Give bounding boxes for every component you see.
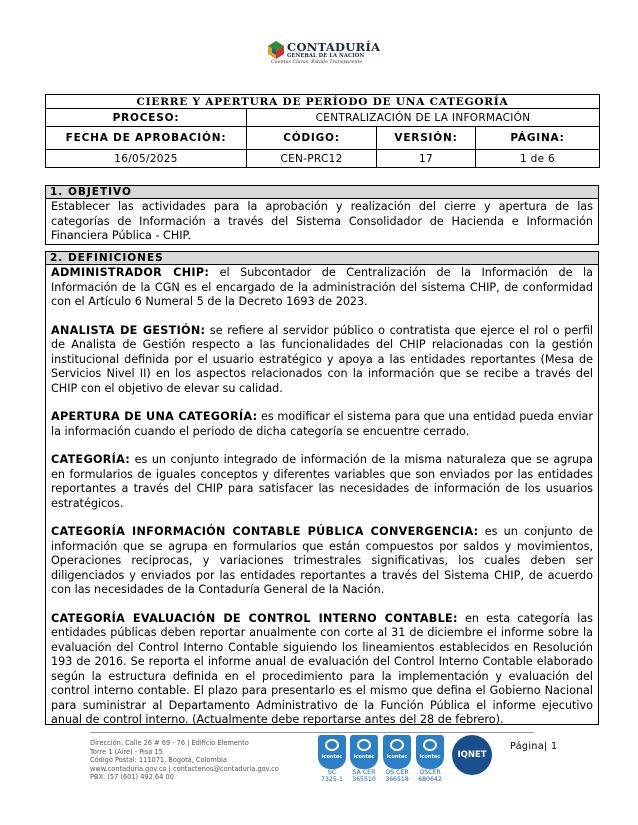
brand-subname: GENERAL DE LA NACIÓN bbox=[287, 53, 365, 59]
definition-text: en esta categoría las entidades públicas deben reportar anualmente con corte al 31 de diciembre el informe sobre la evaluación del Control Interno Contable siguiendo los lineamientos establecidos en Resolución 193 de 2016. Se reporta el informe anual de evaluación del Control Interno Contable elaborado según la estructura definida en el procedimiento para la implementación y evaluación del control interno contable. El plazo para presentarlo es el mismo que defina el Gobierno Nacional para suministrar al Departamento Administrativo de la Función Pública el informe ejecutivo anual de control interno. (Actualmente debe reportarse antes del 28 de febrero). bbox=[51, 611, 594, 726]
definition-term: CATEGORÍA: bbox=[51, 453, 131, 466]
icontec-cert-badge: icontec SC 7325-1 bbox=[318, 735, 346, 791]
pagina-value: 1 de 6 bbox=[476, 150, 600, 168]
definition-text: es un conjunto integrado de información de la misma naturaleza que se agrupa en formularios de iguales conceptos y diferentes variables que son enviados por las entidades reportantes a través del CHIP para satisfacer las necesidades de información de los usuarios estratégicos. bbox=[51, 453, 593, 510]
website-link[interactable]: www.contaduria.gov.co | contactenos@contaduria.gov.co bbox=[90, 764, 279, 773]
definition-item bbox=[46, 525, 598, 598]
iqnet-seal-icon: IQNET bbox=[452, 735, 492, 775]
brand-slogan: Cuentas Claras, Estado Transparente bbox=[271, 60, 363, 65]
objetivo-section bbox=[45, 185, 599, 245]
icontec-icon: icontec bbox=[318, 735, 346, 769]
objetivo-text: Establecer las actividades para la aprobación y realización del cierre y apertura de las categorías de Información a través del Sistema Consolidador de Hacienda e Información Financiera Pública - CHIP. bbox=[51, 200, 593, 242]
definition-text: se refiere al servidor público o contratista que ejerce el rol o perfil de Analista de Gestión respecto a las funcionalidades del CHIP relacionadas con la gestión institucional definida por el usuario estratégico y apoya a las entidades reportantes (Mesa de Servicios Nivel II) en los aspectos relacionados con la información que se recibe a través del CHIP con el objetivo de elevar su calidad. bbox=[51, 323, 593, 395]
footer-address bbox=[90, 739, 279, 782]
page-number: Página| 1 bbox=[510, 741, 558, 752]
definition-term: ANALISTA DE GESTIÓN: bbox=[51, 323, 206, 337]
proceso-label: PROCESO: bbox=[46, 109, 247, 127]
icontec-icon: icontec bbox=[383, 735, 411, 769]
brand-name: CONTADURÍA bbox=[287, 40, 381, 54]
cgn-logo bbox=[268, 40, 381, 70]
address-line: Dirección: Calle 26 # 69 - 76 | Edificio Elemento bbox=[90, 739, 249, 747]
version-value: 17 bbox=[377, 150, 476, 168]
address-line: Código Postal: 111071, Bogotá, Colombia bbox=[90, 756, 227, 765]
definition-text: el Subcontador de Centralización de la Información de la Información de la CGN es el encargado de la administración del sistema CHIP, de conformidad con el Artículo 6 Numeral 5 de la Decreto 1693 de 2023. bbox=[51, 266, 593, 308]
proceso-value: CENTRALIZACIÓN DE LA INFORMACIÓN bbox=[247, 109, 600, 127]
definition-term: APERTURA DE UNA CATEGORÍA: bbox=[51, 410, 258, 423]
objetivo-heading: 1. OBJETIVO bbox=[46, 186, 598, 199]
definiciones-section bbox=[45, 251, 599, 725]
definition-text: es un conjunto de información que se agrupa en formularios que están compuestos por saldos y movimientos, Operaciones reciprocas, y variaciones trimestrales significativas, los cuales deben ser diligenciados y enviados por las entidades reportantes a través del Sistema CHIP, de acuerdo con las necesidades de la Contaduría General de la Nación. bbox=[51, 525, 593, 596]
version-label: VERSIÓN: bbox=[377, 127, 476, 150]
icontec-icon: icontec bbox=[416, 735, 444, 769]
fecha-value: 16/05/2025 bbox=[46, 150, 247, 168]
icontec-cert-badge: icontec SA CER 365510 bbox=[350, 735, 378, 791]
pagina-label: PÁGINA: bbox=[476, 127, 600, 150]
icontec-icon: icontec bbox=[350, 735, 378, 769]
definition-item bbox=[46, 453, 598, 511]
definiciones-heading: 2. DEFINICIONES bbox=[46, 252, 598, 265]
definition-item bbox=[46, 612, 598, 728]
address-line: Torre 1 (Aire) - Piso 15 bbox=[90, 747, 163, 756]
definition-item bbox=[46, 410, 598, 439]
document-header-table bbox=[45, 94, 600, 168]
codigo-value: CEN-PRC12 bbox=[247, 150, 377, 168]
definition-item bbox=[46, 324, 598, 397]
document-title: CIERRE Y APERTURA DE PERÍODO DE UNA CATEGORÍA bbox=[46, 95, 600, 109]
footer-divider bbox=[90, 732, 534, 733]
definition-term: CATEGORÍA EVALUACIÓN DE CONTROL INTERNO CONTABLE: bbox=[51, 611, 458, 625]
definition-text: es modificar el sistema para que una entidad pueda enviar la información cuando el periodo de dicha categoría se encuentre cerrado. bbox=[51, 410, 594, 438]
definition-term: ADMINISTRADOR CHIP: bbox=[51, 266, 210, 279]
icontec-cert-badge: icontec OS CER 366518 bbox=[383, 735, 411, 791]
definition-item bbox=[46, 266, 598, 310]
icontec-cert-badge: icontec OSCER 680642 bbox=[416, 735, 444, 791]
address-line: PBX: (57 (601) 492 64 00 bbox=[90, 773, 174, 782]
codigo-label: CÓDIGO: bbox=[247, 127, 377, 150]
cgn-logo-icon bbox=[268, 41, 284, 59]
definition-term: CATEGORÍA INFORMACIÓN CONTABLE PÚBLICA CONVERGENCIA: bbox=[51, 525, 479, 538]
fecha-label: FECHA DE APROBACIÓN: bbox=[46, 127, 247, 150]
